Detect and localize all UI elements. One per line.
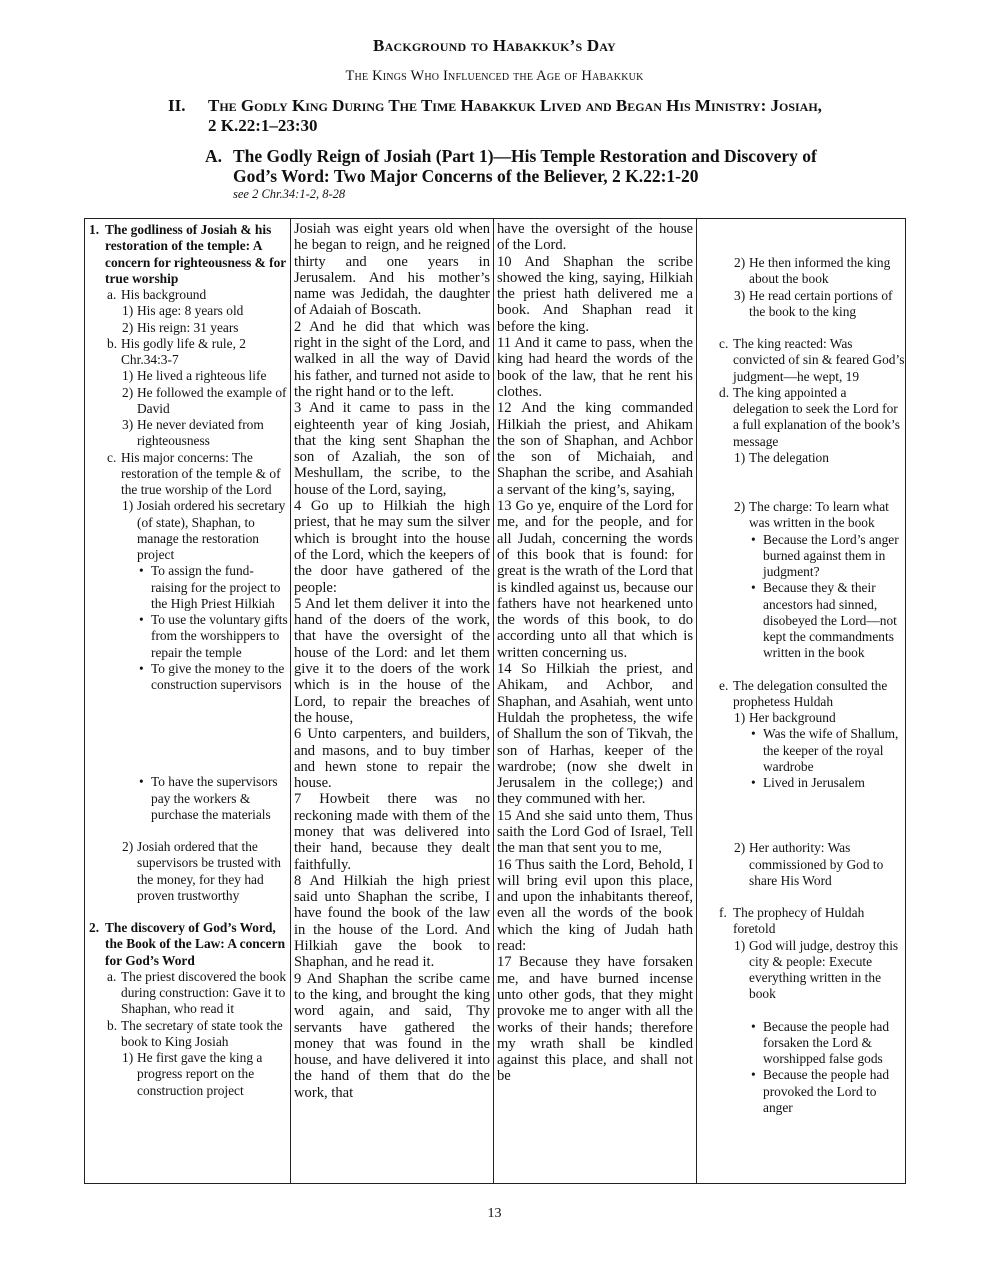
outline-item	[89, 661, 288, 694]
outline-item-label: •	[751, 531, 756, 547]
outline-item	[89, 385, 288, 418]
outline-item-text: His age: 8 years old	[137, 303, 244, 319]
outline-item-label: 2)	[734, 499, 746, 514]
outline-list-right	[697, 222, 907, 1116]
outline-item-text: To have the supervisors pay the workers & purchase the materials	[151, 774, 278, 822]
scripture-verse: 16 Thus saith the Lord, Behold, I will bring evil upon this place, and upon the inhabitants thereof, even all the words of the book which the king of Judah hath read:	[497, 856, 693, 955]
outline-item	[89, 287, 288, 303]
scripture-verse: 8 And Hilkiah the high priest said unto Shaphan the scribe, I have found the book of the law in the house of the Lord. And Hilkiah gave the book to Shaphan, and he read it.	[294, 872, 490, 971]
outline-item-text: He first gave the king a progress report on the construction project	[137, 1050, 263, 1098]
outline-item-text: Because the Lord’s anger burned against them in judgment?	[763, 531, 899, 579]
scripture-verse: 17 Because they have forsaken me, and have burned incense unto other gods, that they might provoke me to anger with all the works of their hands; therefore my wrath shall be kindled against this place, and shall not be	[497, 954, 693, 1085]
section-heading	[168, 96, 828, 136]
outline-item-label: •	[751, 1067, 756, 1083]
outline-item-text: The priest discovered the book during construction: Gave it to Shaphan, who read it	[121, 968, 287, 1017]
outline-item-text: He read certain portions of the book to the king	[749, 287, 893, 319]
outline-item-text: Her background	[749, 710, 836, 725]
scripture-verse: 5 And let them deliver it into the hand of the doers of the work, that have the oversight of the house of the Lord: and let them give it to the doers of the work which is in the house of the Lord, to repair the breaches of the house,	[294, 595, 490, 726]
outline-item-label: •	[751, 726, 756, 742]
scripture-verse: 10 And Shaphan the scribe showed the king, saying, Hilkiah the priest hath delivered me a book. And Shaphan read it before the king.	[497, 253, 693, 335]
outline-item-label: 1)	[734, 937, 746, 953]
outline-item-text: His background	[121, 287, 207, 302]
outline-item	[701, 1019, 905, 1068]
outline-item-text: Because the people had provoked the Lord to anger	[763, 1067, 890, 1115]
outline-item-label: •	[751, 1018, 756, 1034]
subsection-reference: see 2 Chr.34:1-2, 8-28	[233, 187, 346, 201]
outline-item-label: 2)	[734, 840, 746, 856]
scripture-column-2	[493, 219, 696, 1183]
outline-item-label: •	[751, 775, 756, 790]
outline-item-text: To give the money to the construction supervisors	[151, 660, 285, 692]
scripture-verse: Josiah was eight years old when he began to reign, and he reigned thirty and one years in Jerusalem. And his mother’s name was Jedidah, the daughter of Adaiah of Boscath.	[294, 221, 490, 319]
scripture-verse: 14 So Hilkiah the priest, and Ahikam, and Achbor, and Shaphan, and Asahiah, went unto Huldah the prophetess, the wife of Shallum the son of Tikvah, the son of Harhas, keeper of the wardrobe; (now she dwelt in Jerusalem in the college;) and they communed with her.	[497, 661, 693, 808]
outline-item-text: God will judge, destroy this city & people: Execute everything written in the book	[749, 937, 899, 1002]
outline-item-label: 3)	[122, 417, 134, 432]
outline-item	[89, 1018, 288, 1051]
page-number: 13	[487, 1206, 502, 1221]
section-number: II.	[168, 96, 186, 115]
outline-item	[89, 498, 288, 563]
outline-item	[89, 839, 288, 904]
outline-item	[89, 920, 288, 969]
outline-item-label: 1)	[734, 449, 746, 465]
subsection-letter: A.	[205, 146, 223, 166]
outline-item	[701, 499, 905, 532]
outline-item-text: The discovery of God’s Word, the Book of the Law: A concern for God’s Word	[105, 920, 286, 968]
outline-item-text: Her authority: Was commissioned by God to share His Word	[749, 840, 884, 888]
outline-item-label: e.	[719, 677, 729, 693]
scripture-verse: 7 Howbeit there was no reckoning made with them of the money that was delivered into their hand, because they dealt faithfully.	[294, 791, 490, 873]
outline-item	[701, 905, 905, 938]
scripture-verse: 11 And it came to pass, when the king had heard the words of the book of the law, that he rent his clothes.	[497, 335, 693, 400]
outline-item-text: He followed the example of David	[137, 384, 287, 416]
outline-item	[89, 1050, 288, 1099]
outline-table	[84, 218, 906, 1184]
outline-item	[89, 969, 288, 1018]
outline-item-label: •	[139, 774, 144, 790]
outline-item-text: He then informed the king about the book	[749, 255, 891, 287]
outline-item	[89, 222, 288, 287]
outline-item-label: 1)	[122, 368, 134, 384]
outline-item	[89, 563, 288, 612]
outline-column-left	[85, 219, 290, 1183]
outline-item-label: •	[139, 563, 144, 579]
outline-item-label: 1)	[122, 1050, 134, 1065]
outline-item	[701, 938, 905, 1003]
outline-item	[701, 288, 905, 321]
outline-item-text: The charge: To learn what was written in the book	[749, 499, 889, 531]
outline-item	[701, 336, 905, 385]
outline-item	[701, 726, 905, 775]
outline-item-text: To assign the fund-raising for the project to the High Priest Hilkiah	[151, 563, 281, 611]
outline-item-text: He never deviated from righteousness	[137, 417, 264, 449]
outline-item	[701, 532, 905, 581]
outline-item-label: 3)	[734, 287, 746, 303]
outline-item-text: Because the people had forsaken the Lord & worshipped false gods	[763, 1018, 890, 1066]
outline-item-label: d.	[719, 384, 730, 400]
outline-item	[701, 678, 905, 711]
outline-item-text: Was the wife of Shallum, the keeper of the royal wardrobe	[763, 726, 899, 774]
outline-item-text: Josiah ordered his secretary (of state), Shaphan, to manage the restoration project	[137, 498, 286, 562]
scripture-verse: 2 And he did that which was right in the sight of the Lord, and walked in all the way of David his father, and turned not aside to the right hand or to the left.	[294, 318, 490, 400]
scripture-verse: 4 Go up to Hilkiah the high priest, that he may sum the silver which is brought into the house of the Lord, which the keepers of the door have gathered of the people:	[294, 498, 490, 596]
scripture-verse: have the oversight of the house of the Lord.	[497, 221, 693, 254]
outline-item-text: The secretary of state took the book to King Josiah	[121, 1017, 283, 1049]
scripture-verse: 12 And the king commanded Hilkiah the priest, and Ahikam the son of Shaphan, and Achbor the son of Michaiah, and Shaphan the scribe, and Asahiah a servant of the king’s, saying,	[497, 400, 693, 498]
outline-item-label: c.	[719, 336, 729, 351]
outline-item	[701, 710, 905, 726]
outline-item-label: f.	[719, 905, 727, 920]
outline-item-label: a.	[107, 287, 117, 302]
scripture-text-1	[294, 221, 490, 1101]
outline-item-label: c.	[107, 449, 117, 465]
subsection-heading	[205, 146, 835, 202]
outline-item	[701, 1067, 905, 1116]
outline-item-label: •	[139, 660, 144, 676]
outline-item	[89, 774, 288, 823]
outline-item-text: Josiah ordered that the supervisors be trusted with the money, for they had proven trustworthy	[137, 839, 281, 903]
outline-item-label: 2)	[734, 255, 746, 270]
outline-item	[701, 775, 905, 791]
outline-item	[89, 320, 288, 336]
outline-item-label: 1)	[122, 303, 134, 319]
outline-item-label: 1.	[89, 222, 100, 237]
scripture-verse: 9 And Shaphan the scribe came to the king, and brought the king word again, and said, Thy servants have gathered the money that was found in the house, and have delivered it into the hand of them that do the work, that	[294, 970, 490, 1101]
outline-item-label: 2)	[122, 839, 134, 854]
outline-item	[701, 840, 905, 889]
outline-item	[89, 368, 288, 384]
outline-item-text: The prophecy of Huldah foretold	[733, 905, 865, 937]
outline-item-text: To use the voluntary gifts from the worshippers to repair the temple	[151, 612, 288, 660]
scripture-column-1	[290, 219, 493, 1183]
scripture-verse: 6 Unto carpenters, and builders, and masons, and to buy timber and hewn stone to repair the house.	[294, 726, 490, 792]
outline-item-label: 2.	[89, 920, 100, 935]
scripture-verse: 13 Go ye, enquire of the Lord for me, and for the people, and for all Judah, concerning the words of this book that is found: for great is the wrath of the Lord that is kindled against us, because our fathers have not hearkened unto the words of this book, to do according unto all that which is written concerning us.	[497, 498, 693, 661]
scripture-verse: 3 And it came to pass in the eighteenth year of king Josiah, that the king sent Shaphan the son of Azaliah, the son of Meshullam, the scribe, to the house of the Lord, saying,	[294, 400, 490, 498]
outline-item-text: The godliness of Josiah & his restoration of the temple: A concern for righteousness & for true worship	[105, 222, 286, 286]
scripture-text-2	[497, 221, 693, 1085]
outline-item-label: 1)	[122, 498, 134, 514]
outline-item-label: b.	[107, 1017, 118, 1033]
outline-item	[89, 612, 288, 661]
outline-item-text: Because they & their ancestors had sinned, disobeyed the Lord—not kept the commandments written in the book	[763, 580, 897, 661]
outline-item	[89, 336, 288, 369]
outline-item-text: Lived in Jerusalem	[763, 775, 865, 790]
subsection-text: The Godly Reign of Josiah (Part 1)—His Temple Restoration and Discovery of God’s Word: Two Major Concerns of the Believer, 2 K.22:1-20	[233, 146, 817, 186]
outline-item-label: 2)	[122, 384, 134, 400]
outline-item-text: His reign: 31 years	[137, 319, 239, 335]
outline-list-left	[85, 222, 290, 1099]
outline-item-label: •	[139, 612, 144, 627]
outline-item-text: The delegation consulted the prophetess Huldah	[733, 677, 888, 709]
section-text: The Godly King During The Time Habakkuk Lived and Began His Ministry: Josiah, 2 K.22:1–23:30	[208, 96, 822, 135]
outline-item	[701, 580, 905, 661]
outline-item-label: 1)	[734, 710, 746, 725]
outline-item-text: The king appointed a delegation to seek the Lord for a full explanation of the book’s message	[733, 384, 900, 449]
page-title: Background to Habakkuk’s Day	[373, 36, 616, 55]
outline-item-label: 2)	[122, 319, 134, 335]
page-subtitle: The Kings Who Influenced the Age of Habakkuk	[345, 68, 644, 84]
outline-item	[89, 303, 288, 319]
outline-item	[701, 385, 905, 450]
outline-item	[89, 417, 288, 450]
outline-item-text: He lived a righteous life	[137, 368, 267, 384]
outline-item-label: •	[751, 580, 756, 596]
outline-item-text: His godly life & rule, 2 Chr.34:3-7	[121, 335, 246, 367]
outline-item-text: The king reacted: Was convicted of sin & feared God’s judgment—he wept, 19	[733, 336, 905, 384]
scripture-verse: 15 And she said unto them, Thus saith the Lord God of Israel, Tell the man that sent you to me,	[497, 807, 693, 857]
outline-item-text: The delegation	[749, 449, 829, 465]
outline-column-right	[696, 219, 907, 1183]
outline-item-text: His major concerns: The restoration of the temple & of the true worship of the Lord	[121, 449, 281, 497]
outline-item	[701, 450, 905, 466]
outline-item	[701, 255, 905, 288]
outline-item-label: b.	[107, 335, 118, 351]
outline-item	[89, 450, 288, 499]
outline-item-label: a.	[107, 968, 117, 984]
